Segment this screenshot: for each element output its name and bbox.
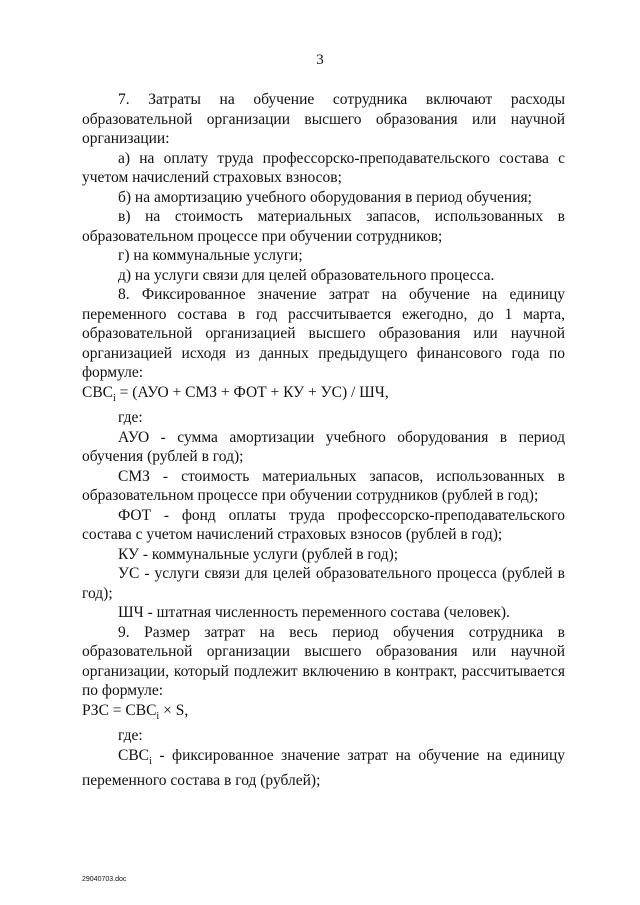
formula-svc: [82, 383, 565, 409]
formula-rzs-subscript: i: [156, 710, 160, 722]
formula-svc-subscript: i: [113, 392, 116, 404]
formula-rzs-lhs: РЗС = СВС: [82, 701, 157, 719]
definition-ku: КУ - коммунальные услуги (рублей в год);: [118, 545, 399, 563]
document-body: [82, 90, 565, 791]
definition-smz: СМЗ - стоимость материальных запасов, использованных в образовательном процессе при обучении сотрудников (рублей в год);: [82, 467, 565, 505]
section-7-item-e: д) на услуги связи для целей образовательного процесса.: [118, 266, 495, 284]
definition-svc-rest: - фиксированное значение затрат на обучение на единицу переменного состава в год (рублей);: [82, 746, 565, 790]
section-7-item-d: г) на коммунальные услуги;: [118, 247, 303, 264]
where-label-1: где:: [118, 409, 143, 427]
section-7-item-b: б) на амортизацию учебного оборудования в период обучения;: [118, 188, 532, 206]
file-name-footer: 29040703.doc: [82, 876, 127, 883]
section-7-item-a: а) на оплату труда профессорско-преподавательского состава с учетом начислений страховых взносов;: [82, 149, 565, 186]
definition-fot: ФОТ - фонд оплаты труда профессорско-преподавательского состава с учетом начислений страховых взносов (рублей в год);: [82, 506, 565, 544]
definition-svc-subscript: i: [149, 755, 152, 767]
definition-us: УС - услуги связи для целей образовательного процесса (рублей в год);: [82, 565, 565, 602]
formula-rzs: [82, 701, 565, 727]
where-label-2: где:: [118, 727, 143, 745]
section-9-text: 9. Размер затрат на весь период обучения сотрудника в образовательной организации высшего образования или научной организации, который подлежит включению в контракт, рассчитывается по формуле:: [82, 623, 565, 700]
formula-rzs-rhs: × S,: [159, 701, 189, 719]
definition-svc: [82, 746, 565, 791]
formula-svc-rhs: = (АУО + СМЗ + ФОТ + КУ + УС) / ШЧ,: [115, 383, 389, 401]
formula-svc-lhs: СВС: [82, 383, 114, 401]
page-number: 3: [316, 52, 324, 68]
section-7-item-c: в) на стоимость материальных запасов, использованных в образовательном процессе при обучении сотрудников;: [82, 208, 565, 245]
section-8-text: 8. Фиксированное значение затрат на обучение на единицу переменного состава в год рассчитывается ежегодно, до 1 марта, образовательной организацией высшего образования или научной организацией исходя из данных предыдущего финансового года по формуле:: [82, 286, 565, 381]
definition-auo: АУО - сумма амортизации учебного оборудования в период обучения (рублей в год);: [82, 428, 565, 466]
definition-svc-lhs: СВС: [118, 746, 150, 764]
section-7-intro: 7. Затраты на обучение сотрудника включают расходы образовательной организации высшего образования или научной организации:: [82, 91, 565, 147]
definition-shch: ШЧ - штатная численность переменного состава (человек).: [118, 604, 510, 622]
